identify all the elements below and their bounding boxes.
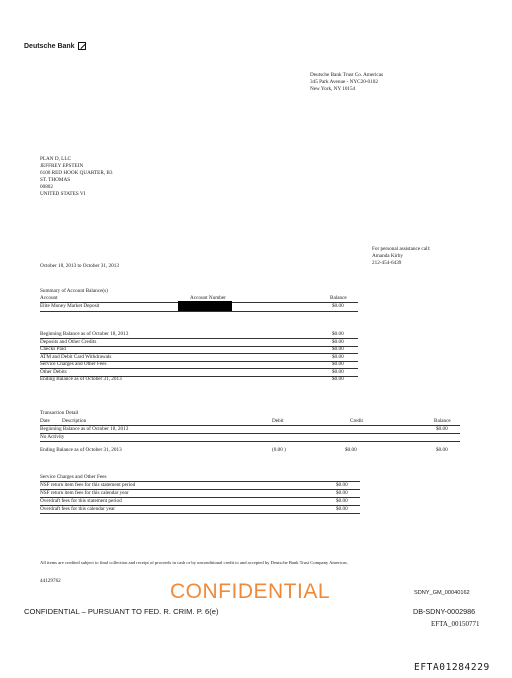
client-address: [40, 156, 112, 198]
fees-rule: [40, 513, 360, 514]
transactions-col-debit: Debit: [272, 418, 284, 424]
balance-value: $0.00: [332, 346, 344, 352]
transactions-col-credit: Credit: [350, 418, 363, 424]
summary-bottom-rule: [40, 311, 358, 312]
transactions-beginning-balance: $0.00: [436, 426, 448, 432]
balance-value: $0.00: [332, 331, 344, 337]
transactions-no-activity: No Activity: [40, 434, 65, 440]
summary-title: Summary of Account Balance(s): [40, 288, 108, 294]
efta-bates-large: EFTA01284229: [414, 662, 490, 673]
summary-col-balance: Balance: [330, 295, 347, 301]
sdny-gm-bates: SDNY_GM_00040162: [414, 590, 470, 596]
balance-label: ATM and Debit Card Withdrawals: [40, 353, 112, 360]
assistance-line: 212-454-6439: [372, 260, 402, 266]
fee-label: Overdraft fees for this calendar year: [40, 506, 116, 512]
fee-value: $0.00: [336, 506, 348, 512]
fee-value: $0.00: [336, 482, 348, 488]
bank-address-line: 345 Park Avenue - NYC20-0102: [310, 79, 378, 85]
fee-label: NSF return item fees for this statement period: [40, 482, 136, 488]
balance-label: Ending Balance as of October 31, 2013: [40, 376, 122, 382]
redaction-block: [178, 301, 232, 311]
balance-rule: [40, 346, 358, 347]
summary-col-account: Account: [40, 295, 58, 301]
transactions-ending-balance: $0.00: [436, 447, 448, 453]
assistance-line: For personal assistance call:: [372, 246, 431, 252]
balance-value: $0.00: [332, 353, 344, 360]
statement-period: October 18, 2013 to October 31, 2013: [40, 263, 119, 269]
fee-label: Overdraft fees for this statement period: [40, 498, 122, 504]
client-address-line: JEFFREY EPSTEIN: [40, 163, 84, 169]
balance-value: $0.00: [332, 338, 344, 345]
disclaimer-text: All items are credited subject to final collection and receipt of proceeds in cash or by unconditional credit to and accepted by Deutsche Bank Trust Company Americas.: [40, 560, 348, 565]
reference-number: 44129762: [40, 578, 61, 584]
balance-label: Service Charges and Other Fees: [40, 361, 107, 367]
balance-rule: [40, 368, 358, 369]
transactions-title: Transaction Detail: [40, 410, 79, 416]
transactions-ending-credit: $0.00: [345, 447, 357, 453]
transactions-rule: [40, 441, 460, 442]
db-sdny-bates: DB-SDNY-0002986: [413, 607, 476, 616]
logo-text: Deutsche Bank: [24, 42, 75, 50]
client-address-line: PLAN D, LLC: [40, 156, 71, 162]
transactions-col-date: Date: [40, 418, 50, 424]
assistance-line: Amanda Kirby: [372, 253, 403, 259]
summary-account-balance: $0.00: [332, 303, 344, 309]
client-address-line: UNITED STATES VI: [40, 191, 86, 197]
transactions-ending-debit: (0.00 ): [272, 447, 286, 453]
bank-address-line: New York, NY 10154: [310, 86, 356, 92]
fee-label: NSF return item fees for this calendar year: [40, 490, 129, 496]
balance-label: Checks Paid: [40, 346, 66, 352]
confidential-footer: CONFIDENTIAL – PURSUANT TO FED. R. CRIM. P. 6(e): [24, 607, 219, 616]
summary-account-name: Elite Money Market Deposit: [40, 303, 100, 309]
balance-value: $0.00: [332, 376, 344, 382]
bank-address: [310, 72, 383, 93]
summary-col-account-number: Account Number: [190, 295, 226, 301]
fee-value: $0.00: [336, 498, 348, 504]
balance-breakdown: [40, 331, 358, 387]
transactions-col-balance: Balance: [434, 418, 451, 424]
balance-label: Beginning Balance as of October 18, 2013: [40, 331, 129, 337]
balance-value: $0.00: [332, 361, 344, 367]
transactions-ending-label: Ending Balance as of October 31, 2013: [40, 447, 122, 453]
transactions-col-description: Description: [62, 418, 87, 424]
balance-label: Deposits and Other Credits: [40, 338, 97, 345]
deutsche-bank-logo: [24, 42, 86, 50]
client-address-line: 6100 RED HOOK QUARTER, B3: [40, 170, 113, 176]
fee-value: $0.00: [336, 490, 348, 496]
fees-title: Service Charges and Other Fees: [40, 474, 107, 480]
balance-value: $0.00: [332, 368, 344, 375]
client-address-line: 00802: [40, 184, 53, 190]
balance-label: Other Debits: [40, 368, 67, 375]
efta-bates-small: EFTA_00150771: [431, 620, 480, 628]
transactions-beginning-label: Beginning Balance as of October 18, 2013: [40, 426, 129, 432]
confidential-stamp: CONFIDENTIAL: [170, 580, 331, 603]
bank-address-line: Deutsche Bank Trust Co. Americas: [310, 72, 384, 78]
client-address-line: ST. THOMAS: [40, 177, 71, 183]
transactions-rule: [40, 433, 460, 434]
deutsche-bank-slash-icon: [78, 42, 86, 50]
assistance-contact: [372, 246, 430, 267]
